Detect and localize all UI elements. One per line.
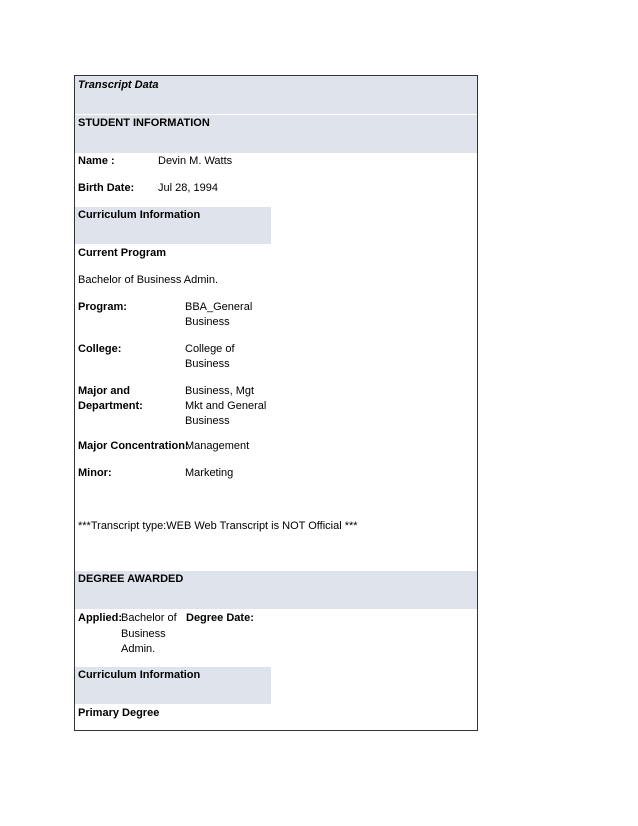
degree-awarded-heading: DEGREE AWARDED	[78, 573, 184, 585]
page-title: Transcript Data	[78, 79, 159, 91]
birth-date-label: Birth Date:	[78, 182, 135, 194]
student-info-heading: STUDENT INFORMATION	[78, 117, 210, 129]
program-value-line1: BBA_General	[185, 301, 253, 313]
major-value-line2: Mkt and General	[185, 400, 267, 412]
concentration-label: Major Concentration:	[78, 440, 189, 452]
major-value-line3: Business	[185, 415, 230, 427]
degree-date-label: Degree Date:	[186, 612, 254, 624]
birth-date-value: Jul 28, 1994	[158, 182, 218, 194]
applied-value-line3: Admin.	[121, 643, 156, 655]
major-value-line1: Business, Mgt	[185, 385, 255, 397]
applied-label: Applied:	[78, 612, 122, 624]
transcript-type-note: ***Transcript type:WEB Web Transcript is NOT Official ***	[78, 520, 358, 532]
curriculum-heading: Curriculum Information	[78, 209, 201, 221]
degree-curriculum-heading: Curriculum Information	[78, 669, 201, 681]
concentration-value: Management	[185, 440, 250, 452]
program-label: Program:	[78, 301, 127, 313]
minor-label: Minor:	[78, 467, 112, 479]
major-label-line2: Department:	[78, 400, 143, 412]
college-value-line1: College of	[185, 343, 235, 355]
current-program-value: Bachelor of Business Admin.	[78, 274, 219, 286]
program-value-line2: Business	[185, 316, 230, 328]
major-label-line1: Major and	[78, 385, 130, 397]
college-value-line2: Business	[185, 358, 230, 370]
applied-value-line1: Bachelor of	[121, 612, 177, 624]
transcript-frame	[74, 75, 478, 731]
primary-degree-label: Primary Degree	[78, 707, 160, 719]
college-label: College:	[78, 343, 122, 355]
current-program-label: Current Program	[78, 247, 167, 259]
minor-value: Marketing	[185, 467, 234, 479]
applied-value-line2: Business	[121, 628, 166, 640]
name-value: Devin M. Watts	[158, 155, 233, 167]
name-label: Name :	[78, 155, 115, 167]
